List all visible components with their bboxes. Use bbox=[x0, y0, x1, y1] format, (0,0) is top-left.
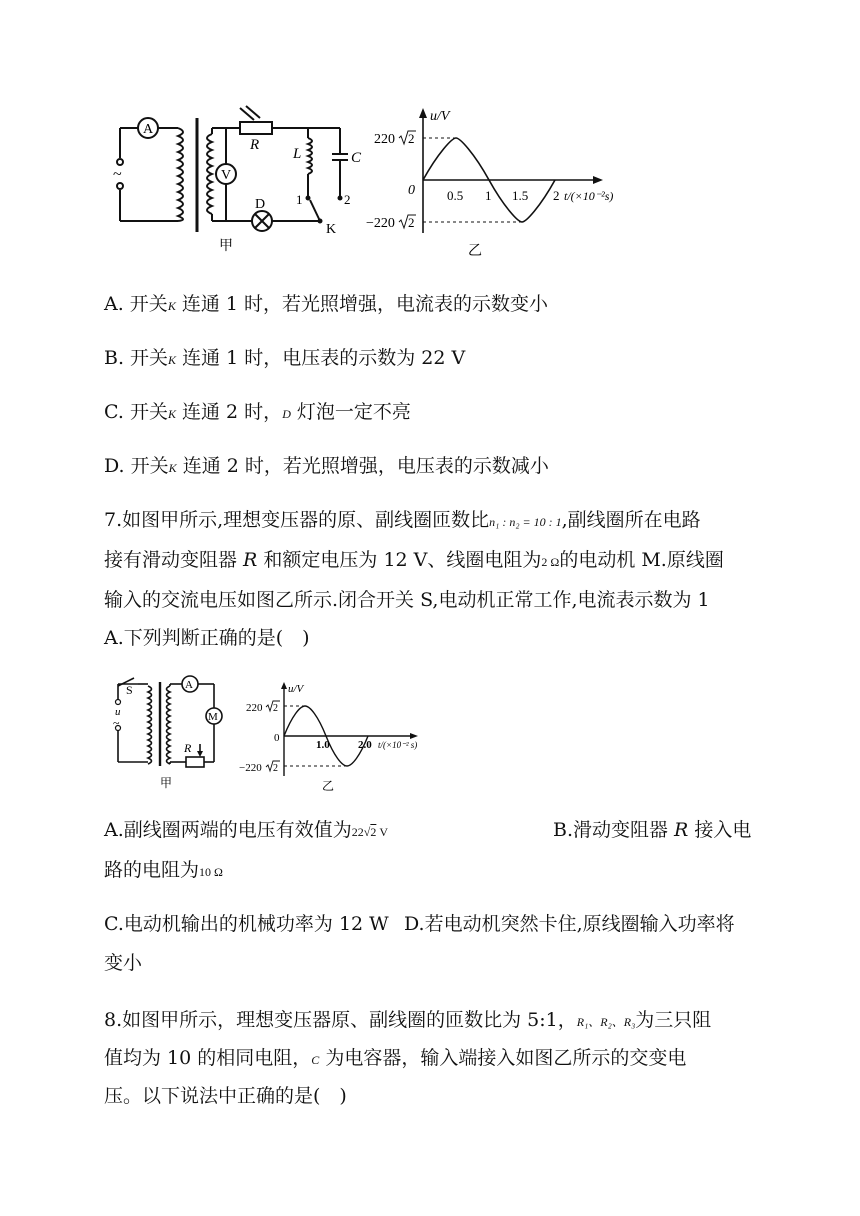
inductor-label: L bbox=[293, 146, 302, 162]
graph2-tick-1: 2.0 bbox=[358, 739, 372, 751]
q7-line4: A.下列判断正确的是( ) bbox=[104, 627, 310, 649]
source-symbol: ~ bbox=[113, 166, 122, 183]
graph2-ymax: 220 bbox=[246, 702, 263, 714]
option-q6-b: B. 开关K 连通 1 时，电压表的示数为 22 V bbox=[104, 347, 466, 369]
graph1-tick-0: 0.5 bbox=[447, 188, 464, 203]
svg-text:2: 2 bbox=[273, 703, 278, 714]
option-q7-c: C.电动机输出的机械功率为 12 W bbox=[104, 913, 389, 935]
option-q7-d-line1: D.若电动机突然卡住,原线圈输入功率将 bbox=[404, 913, 735, 935]
q8-line2: 值均为 10 的相同电阻，C 为电容器，输入端接入如图乙所示的交变电 bbox=[104, 1047, 687, 1069]
option-q7-a: A.副线圈两端的电压有效值为22√2 V bbox=[104, 819, 389, 841]
option-q6-d: D. 开关K 连通 2 时，若光照增强，电压表的示数减小 bbox=[104, 455, 549, 477]
figure1-caption-yi: 乙 bbox=[468, 244, 482, 259]
q8-line3: 压。以下说法中正确的是( ) bbox=[104, 1085, 347, 1107]
figure2-graph bbox=[236, 676, 436, 794]
capacitor-label: C bbox=[351, 150, 362, 166]
graph1-ymax: 220 bbox=[374, 132, 395, 147]
q7-line1: 7.如图甲所示,理想变压器的原、副线圈匝数比n₁ : n₂ = 10 : 1,副线圈所在电路 bbox=[104, 509, 701, 531]
option-q6-a: A. 开关K 连通 1 时，若光照增强，电流表的示数变小 bbox=[104, 293, 549, 315]
graph2-origin: 0 bbox=[274, 732, 280, 744]
ammeter-label: A bbox=[143, 122, 154, 137]
svg-text:2: 2 bbox=[408, 215, 415, 230]
u-label: u bbox=[115, 706, 121, 718]
figure2-circuit bbox=[104, 672, 234, 792]
switch-label: K bbox=[326, 222, 337, 237]
source2-symbol: ~ bbox=[113, 716, 120, 730]
resistor-label: R bbox=[250, 137, 260, 153]
graph2-ylabel: u/V bbox=[288, 683, 304, 695]
figure1-circuit bbox=[100, 104, 380, 264]
figure1-graph bbox=[360, 98, 640, 263]
graph2-tick-0: 1.0 bbox=[316, 739, 330, 751]
graph2-ymin: −220 bbox=[239, 762, 262, 774]
switch-s-label: S bbox=[126, 683, 133, 697]
graph1-tick-3: 2 bbox=[553, 188, 560, 203]
graph1-xlabel: t/(×10⁻²s) bbox=[564, 189, 614, 203]
option-q6-c: C. 开关K 连通 2 时，D 灯泡一定不亮 bbox=[104, 401, 411, 423]
q8-line1: 8.如图甲所示，理想变压器原、副线圈的匝数比为 5:1，R₁、R₂、R₃为三只阻 bbox=[104, 1009, 712, 1031]
option-q7-b-line2: 路的电阻为10 Ω bbox=[104, 859, 223, 881]
q7-line2: 接有滑动变阻器 R 和额定电压为 12 V、线圈电阻为2 Ω的电动机 M.原线圈 bbox=[104, 549, 724, 571]
graph1-ylabel: u/V bbox=[430, 109, 450, 124]
lamp-label: D bbox=[255, 197, 266, 212]
svg-text:2: 2 bbox=[273, 763, 278, 774]
option-q7-b-line1: B.滑动变阻器 R 接入电 bbox=[553, 819, 752, 841]
sqrt-icon: √2 bbox=[363, 825, 377, 839]
figure2-caption-yi: 乙 bbox=[322, 779, 335, 793]
resistor2-label: R bbox=[184, 741, 192, 755]
switch-pos2: 2 bbox=[344, 192, 351, 207]
voltmeter-label: V bbox=[221, 168, 232, 183]
figure1-caption-jia: 甲 bbox=[219, 239, 233, 254]
switch-pos1: 1 bbox=[296, 192, 303, 207]
figure2-caption-jia: 甲 bbox=[160, 776, 173, 790]
q7-line3: 输入的交流电压如图乙所示.闭合开关 S,电动机正常工作,电流表示数为 1 bbox=[104, 589, 710, 611]
motor-label: M bbox=[208, 711, 218, 723]
graph1-tick-2: 1.5 bbox=[512, 188, 529, 203]
graph1-tick-1: 1 bbox=[485, 188, 492, 203]
svg-text:2: 2 bbox=[408, 131, 415, 146]
graph2-xlabel: t/(×10⁻² s) bbox=[378, 740, 418, 750]
ammeter2-label: A bbox=[185, 679, 193, 691]
option-q7-d-line2: 变小 bbox=[104, 952, 143, 974]
graph1-origin: 0 bbox=[408, 183, 415, 198]
graph1-ymin: −220 bbox=[366, 216, 395, 231]
